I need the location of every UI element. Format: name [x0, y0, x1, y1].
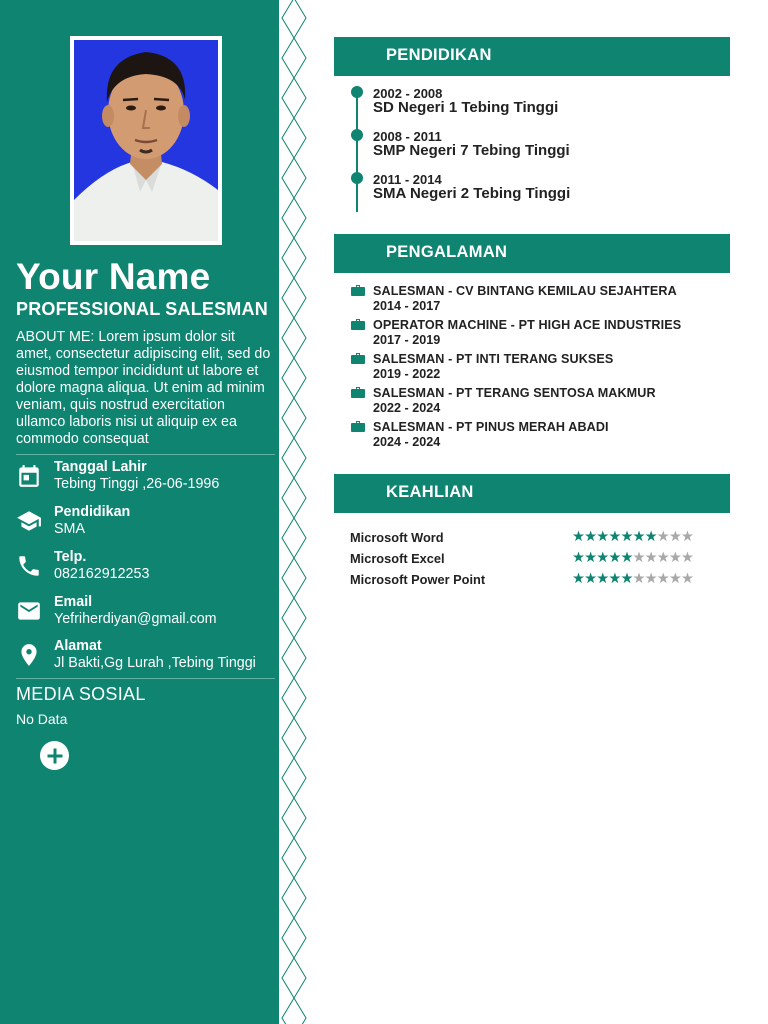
star-filled-icon: ★	[644, 529, 657, 545]
sidebar-divider	[16, 678, 275, 679]
sidebar-divider	[16, 454, 275, 455]
profile-photo	[74, 40, 218, 241]
star-empty-icon: ★	[680, 571, 694, 587]
diamond-shape	[282, 198, 306, 238]
email-icon	[16, 598, 42, 624]
diamond-shape	[282, 918, 306, 958]
info-value: 082162912253	[54, 566, 150, 582]
diamond-shape	[282, 518, 306, 558]
profession-title: PROFESSIONAL SALESMAN	[16, 299, 268, 319]
star-filled-icon: ★	[620, 529, 633, 545]
timeline-dot	[351, 172, 363, 184]
experience-years: 2022 - 2024	[373, 401, 441, 415]
timeline-dot	[351, 129, 363, 141]
briefcase-icon	[351, 421, 365, 432]
diamond-shape	[282, 998, 306, 1024]
info-phone	[16, 549, 278, 589]
info-education	[16, 504, 278, 544]
info-value: Jl Bakti,Gg Lurah ,Tebing Tinggi	[54, 655, 256, 671]
experience-title: OPERATOR MACHINE - PT HIGH ACE INDUSTRIES	[373, 318, 682, 332]
star-empty-icon: ★	[668, 529, 681, 545]
phone-icon	[16, 553, 42, 579]
diamond-border-decoration	[279, 0, 309, 1024]
education-school: SD Negeri 1 Tebing Tinggi	[373, 99, 559, 116]
diamond-shape	[282, 118, 306, 158]
diamond-shape	[282, 638, 306, 678]
skill-rating-stars	[572, 530, 693, 544]
star-empty-icon: ★	[656, 550, 669, 566]
experience-title: SALESMAN - PT TERANG SENTOSA MAKMUR	[373, 386, 656, 400]
briefcase-icon	[351, 353, 365, 364]
skill-rating-stars	[572, 572, 693, 586]
skill-name: Microsoft Word	[350, 530, 444, 545]
diamond-shape	[282, 398, 306, 438]
star-filled-icon: ★	[584, 571, 597, 587]
briefcase-icon	[351, 319, 365, 330]
diamond-shape	[282, 678, 306, 718]
star-empty-icon: ★	[668, 571, 681, 587]
info-birthdate	[16, 459, 278, 499]
briefcase-icon	[351, 285, 365, 296]
name-heading: Your Name	[16, 256, 211, 297]
diamond-shape	[282, 838, 306, 878]
sidebar	[0, 0, 279, 1024]
info-label: Telp.	[54, 549, 87, 565]
diamond-shape	[282, 0, 306, 38]
star-filled-icon: ★	[596, 529, 609, 545]
graduation-cap-icon	[16, 508, 42, 534]
info-label: Tanggal Lahir	[54, 459, 147, 475]
media-social-value: No Data	[16, 711, 68, 727]
info-label: Alamat	[54, 638, 102, 654]
timeline-dot	[351, 86, 363, 98]
star-filled-icon: ★	[608, 550, 621, 566]
education-timeline-line	[356, 92, 358, 212]
experience-years: 2017 - 2019	[373, 333, 441, 347]
diamond-shape	[282, 478, 306, 518]
diamond-shape	[282, 558, 306, 598]
star-filled-icon: ★	[608, 571, 621, 587]
education-school: SMP Negeri 7 Tebing Tinggi	[373, 142, 570, 159]
diamond-shape	[282, 318, 306, 358]
star-empty-icon: ★	[632, 550, 645, 566]
diamond-shape	[282, 358, 306, 398]
skill-name: Microsoft Power Point	[350, 572, 486, 587]
diamond-shape	[282, 718, 306, 758]
star-filled-icon: ★	[584, 529, 597, 545]
star-empty-icon: ★	[632, 571, 645, 587]
star-empty-icon: ★	[668, 550, 681, 566]
location-pin-icon	[16, 642, 42, 668]
star-empty-icon: ★	[656, 571, 669, 587]
experience-years: 2024 - 2024	[373, 435, 441, 449]
experience-years: 2014 - 2017	[373, 299, 441, 313]
star-filled-icon: ★	[596, 571, 609, 587]
star-empty-icon: ★	[644, 550, 657, 566]
star-filled-icon: ★	[572, 571, 585, 587]
experience-years: 2019 - 2022	[373, 367, 441, 381]
star-empty-icon: ★	[644, 571, 657, 587]
star-filled-icon: ★	[584, 550, 597, 566]
section-header-experience: PENGALAMAN	[334, 234, 730, 273]
diamond-shape	[282, 598, 306, 638]
star-empty-icon: ★	[680, 529, 694, 545]
diamond-shape	[282, 758, 306, 798]
skill-name: Microsoft Excel	[350, 551, 445, 566]
diamond-shape	[282, 158, 306, 198]
diamond-shape	[282, 78, 306, 118]
diamond-shape	[282, 958, 306, 998]
info-label: Pendidikan	[54, 504, 131, 520]
star-filled-icon: ★	[632, 529, 645, 545]
diamond-shape	[282, 238, 306, 278]
experience-title: SALESMAN - CV BINTANG KEMILAU SEJAHTERA	[373, 284, 677, 298]
diamond-shape	[282, 878, 306, 918]
diamond-shape	[282, 798, 306, 838]
education-years: 2008 - 2011	[373, 129, 442, 144]
star-filled-icon: ★	[572, 529, 585, 545]
section-header-skills: KEAHLIAN	[334, 474, 730, 513]
star-filled-icon: ★	[596, 550, 609, 566]
briefcase-icon	[351, 387, 365, 398]
info-value: SMA	[54, 521, 85, 537]
info-value: Tebing Tinggi ,26-06-1996	[54, 476, 220, 492]
diamond-shape	[282, 38, 306, 78]
star-filled-icon: ★	[620, 571, 633, 587]
education-years: 2002 - 2008	[373, 86, 443, 101]
media-social-title: MEDIA SOSIAL	[16, 684, 146, 704]
star-empty-icon: ★	[656, 529, 669, 545]
experience-title: SALESMAN - PT PINUS MERAH ABADI	[373, 420, 609, 434]
star-empty-icon: ★	[680, 550, 694, 566]
star-filled-icon: ★	[620, 550, 633, 566]
diamond-shape	[282, 438, 306, 478]
skill-rating-stars	[572, 551, 693, 565]
education-school: SMA Negeri 2 Tebing Tinggi	[373, 185, 571, 202]
info-address	[16, 638, 278, 678]
profile-photo-frame	[70, 36, 222, 245]
diamond-shape	[282, 278, 306, 318]
star-filled-icon: ★	[572, 550, 585, 566]
info-label: Email	[54, 594, 93, 610]
experience-title: SALESMAN - PT INTI TERANG SUKSES	[373, 352, 614, 366]
add-social-button[interactable]	[40, 741, 69, 770]
about-me-text: ABOUT ME: Lorem ipsum dolor sit amet, consectetur adipiscing elit, sed do eiusmod tempor incididunt ut labore et dolore magna aliqua. Ut enim ad minim veniam, quis nostrud exercitation ullamco laboris nisi ut aliquip ex ea commodo consequat	[16, 329, 271, 447]
info-email	[16, 594, 278, 634]
info-value: Yefriherdiyan@gmail.com	[54, 611, 217, 627]
star-filled-icon: ★	[608, 529, 621, 545]
calendar-icon	[16, 463, 42, 489]
education-years: 2011 - 2014	[373, 172, 442, 187]
section-header-education: PENDIDIKAN	[334, 37, 730, 76]
